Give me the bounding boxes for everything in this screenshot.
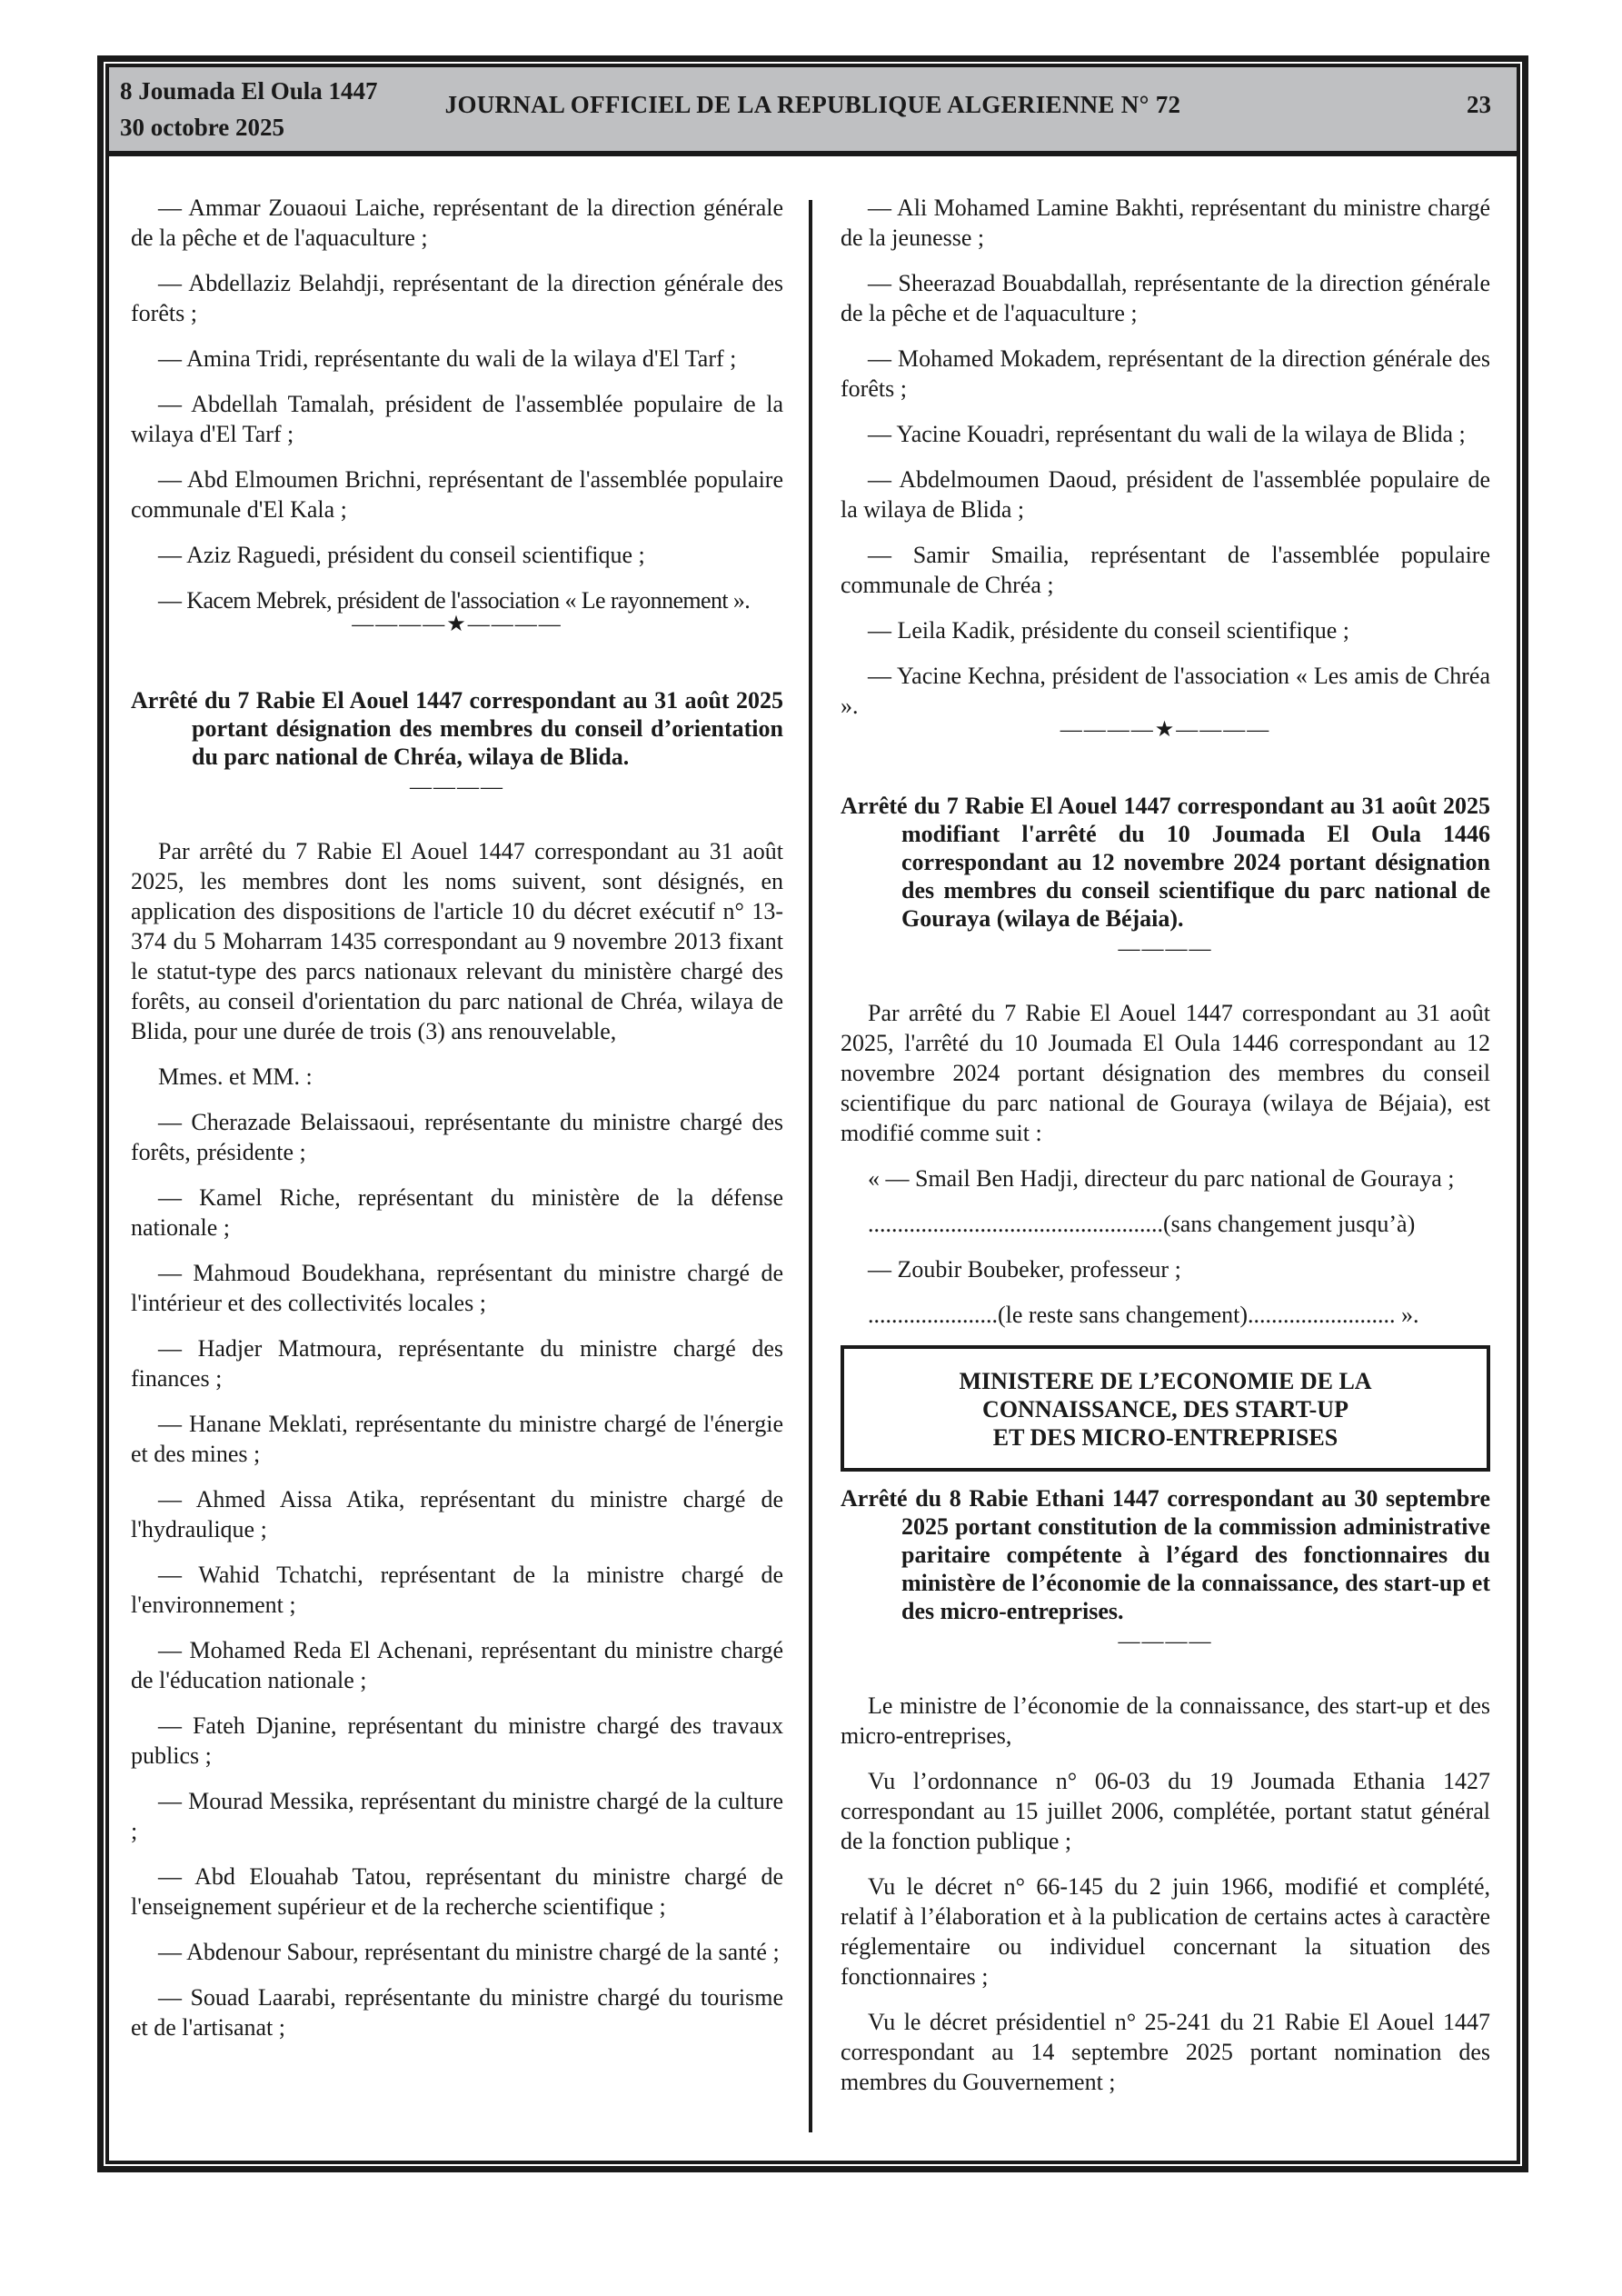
member-entry: — Cherazade Belaissaoui, représentante du ministre chargé des forêts, présidente ;	[131, 1109, 783, 1165]
amendment-line: ......................(le reste sans changement)......................... ».	[868, 1302, 1419, 1328]
member-entry: — Ammar Zouaoui Laiche, représentant de la direction générale de la pêche et de l'aquaculture ;	[131, 195, 783, 251]
member-entry: — Abdelmoumen Daoud, président de l'assemblée populaire de la wilaya de Blida ;	[841, 466, 1490, 523]
amendment-line: — Zoubir Boubeker, professeur ;	[868, 1256, 1181, 1283]
decree-paragraph: Vu le décret présidentiel n° 25-241 du 21 Rabie El Aouel 1447 correspondant au 14 septembre 2025 portant nomination des membres du Gouvernement ;	[841, 2009, 1490, 2095]
decree-paragraph: Le ministre de l’économie de la connaissance, des start-up et des micro-entreprises,	[841, 1692, 1490, 1749]
member-entry: — Ali Mohamed Lamine Bakhti, représentant du ministre chargé de la jeunesse ;	[841, 195, 1490, 251]
journal-title: JOURNAL OFFICIEL DE LA REPUBLIQUE ALGERIENNE N° 72	[444, 91, 1181, 118]
right-column	[841, 193, 1490, 2112]
member-entry: — Kacem Mebrek, président de l'association « Le rayonnement ».	[158, 587, 751, 614]
member-entry: — Ahmed Aissa Atika, représentant du ministre chargé de l'hydraulique ;	[131, 1486, 783, 1542]
star-separator: ————★————	[1060, 718, 1271, 742]
member-entry: — Yacine Kouadri, représentant du wali de la wilaya de Blida ;	[868, 421, 1466, 447]
member-entry: — Sheerazad Bouabdallah, représentante de la direction générale de la pêche et de l'aquaculture ;	[841, 270, 1490, 326]
member-entry: — Abd Elouahab Tatou, représentant du ministre chargé de l'enseignement supérieur et de la recherche scientifique ;	[131, 1863, 783, 1920]
member-entry: — Mohamed Mokadem, représentant de la direction générale des forêts ;	[841, 345, 1490, 402]
member-entry: — Mourad Messika, représentant du ministre chargé de la culture ;	[131, 1788, 783, 1844]
decree-title-commission: Arrêté du 8 Rabie Ethani 1447 correspondant au 30 septembre 2025 portant constitution de la commission administrative paritaire compétente à l’égard des fonctionnaires du ministère de l’économie de la connaissance, des start-up et des micro-entreprises.	[841, 1485, 1490, 1624]
hijri-date: 8 Joumada El Oula 1447	[120, 77, 378, 105]
member-entry: — Leila Kadik, présidente du conseil scientifique ;	[868, 617, 1349, 644]
column-divider	[809, 200, 812, 2132]
star-separator: ————★————	[352, 613, 562, 636]
decree-intro: Par arrêté du 7 Rabie El Aouel 1447 correspondant au 31 août 2025, l'arrêté du 10 Joumada El Oula 1446 correspondant au 12 novembre 2024 portant désignation des membres du conseil scientifique du parc national de Gouraya (wilaya de Béjaia), est modifié comme suit :	[841, 1000, 1490, 1146]
ministry-line: ET DES MICRO-ENTREPRISES	[992, 1424, 1338, 1451]
member-entry: — Abdellaziz Belahdji, représentant de la direction générale des forêts ;	[131, 270, 783, 326]
left-column	[131, 193, 783, 2058]
gregorian-date: 30 octobre 2025	[120, 114, 284, 141]
member-entry: — Souad Laarabi, représentante du ministre chargé du tourisme et de l'artisanat ;	[131, 1984, 783, 2041]
decree-paragraph: Vu le décret n° 66-145 du 2 juin 1966, modifié et complété, relatif à l’élaboration et à la publication de certains actes à caractère réglementaire ou individuel concernant la situation des fonctionnaires ;	[841, 1873, 1490, 1990]
member-entry: — Mohamed Reda El Achenani, représentant du ministre chargé de l'éducation nationale ;	[131, 1637, 783, 1693]
salutation: Mmes. et MM. :	[158, 1063, 313, 1090]
page-header	[109, 67, 1517, 156]
member-entry: — Samir Smailia, représentant de l'assemblée populaire communale de Chréa ;	[841, 542, 1490, 598]
decree-intro: Par arrêté du 7 Rabie El Aouel 1447 correspondant au 31 août 2025, les membres dont les noms suivent, sont désignés, en application des dispositions de l'article 10 du décret exécutif n° 13-374 du 5 Moharram 1435 correspondant au 9 novembre 2013 fixant le statut-type des parcs nationaux relevant du ministère chargé des forêts, au conseil d'orientation du parc national de Chréa, wilaya de Blida, pour une durée de trois (3) ans renouvelable,	[131, 838, 783, 1044]
ministry-heading-box	[841, 1345, 1490, 1472]
ministry-line: CONNAISSANCE, DES START-UP	[982, 1396, 1348, 1423]
page-number: 23	[1467, 91, 1491, 118]
short-separator: ————	[1118, 937, 1213, 961]
decree-title-chrea: Arrêté du 7 Rabie El Aouel 1447 correspondant au 31 août 2025 portant désignation des membres du conseil d’orientation du parc national de Chréa, wilaya de Blida.	[131, 687, 783, 770]
member-entry: — Wahid Tchatchi, représentant de la ministre chargé de l'environnement ;	[131, 1562, 783, 1618]
member-entry: — Aziz Raguedi, président du conseil scientifique ;	[158, 542, 645, 568]
member-entry: — Yacine Kechna, président de l'association « Les amis de Chréa ».	[841, 663, 1490, 719]
member-entry: — Hanane Meklati, représentante du ministre chargé de l'énergie et des mines ;	[131, 1411, 783, 1467]
decree-title-gouraya: Arrêté du 7 Rabie El Aouel 1447 correspondant au 31 août 2025 modifiant l'arrêté du 10 Joumada El Oula 1446 correspondant au 12 novembre 2024 portant désignation des membres du conseil scientifique du parc national de Gouraya (wilaya de Béjaia).	[841, 793, 1490, 932]
decree-paragraph: Vu l’ordonnance n° 06-03 du 19 Joumada Ethania 1427 correspondant au 15 juillet 2006, complétée, portant statut général de la fonction publique ;	[841, 1768, 1490, 1854]
amendment-line: ..................................................(sans changement jusqu’à)	[868, 1211, 1416, 1237]
member-entry: — Abd Elmoumen Brichni, représentant de l'assemblée populaire communale d'El Kala ;	[131, 466, 783, 523]
short-separator: ————	[410, 775, 504, 799]
member-entry: — Hadjer Matmoura, représentante du ministre chargé des finances ;	[131, 1335, 783, 1392]
member-entry: — Kamel Riche, représentant du ministère de la défense nationale ;	[131, 1184, 783, 1241]
amendment-line: « — Smail Ben Hadji, directeur du parc national de Gouraya ;	[868, 1165, 1455, 1192]
member-entry: — Mahmoud Boudekhana, représentant du ministre chargé de l'intérieur et des collectivités locales ;	[131, 1260, 783, 1316]
member-entry: — Amina Tridi, représentante du wali de la wilaya d'El Tarf ;	[158, 345, 737, 372]
member-entry: — Abdellah Tamalah, président de l'assemblée populaire de la wilaya d'El Tarf ;	[131, 391, 783, 447]
ministry-line: MINISTERE DE L’ECONOMIE DE LA	[959, 1368, 1372, 1394]
member-entry: — Fateh Djanine, représentant du ministre chargé des travaux publics ;	[131, 1712, 783, 1769]
member-entry: — Abdenour Sabour, représentant du ministre chargé de la santé ;	[158, 1939, 780, 1965]
short-separator: ————	[1118, 1630, 1213, 1653]
